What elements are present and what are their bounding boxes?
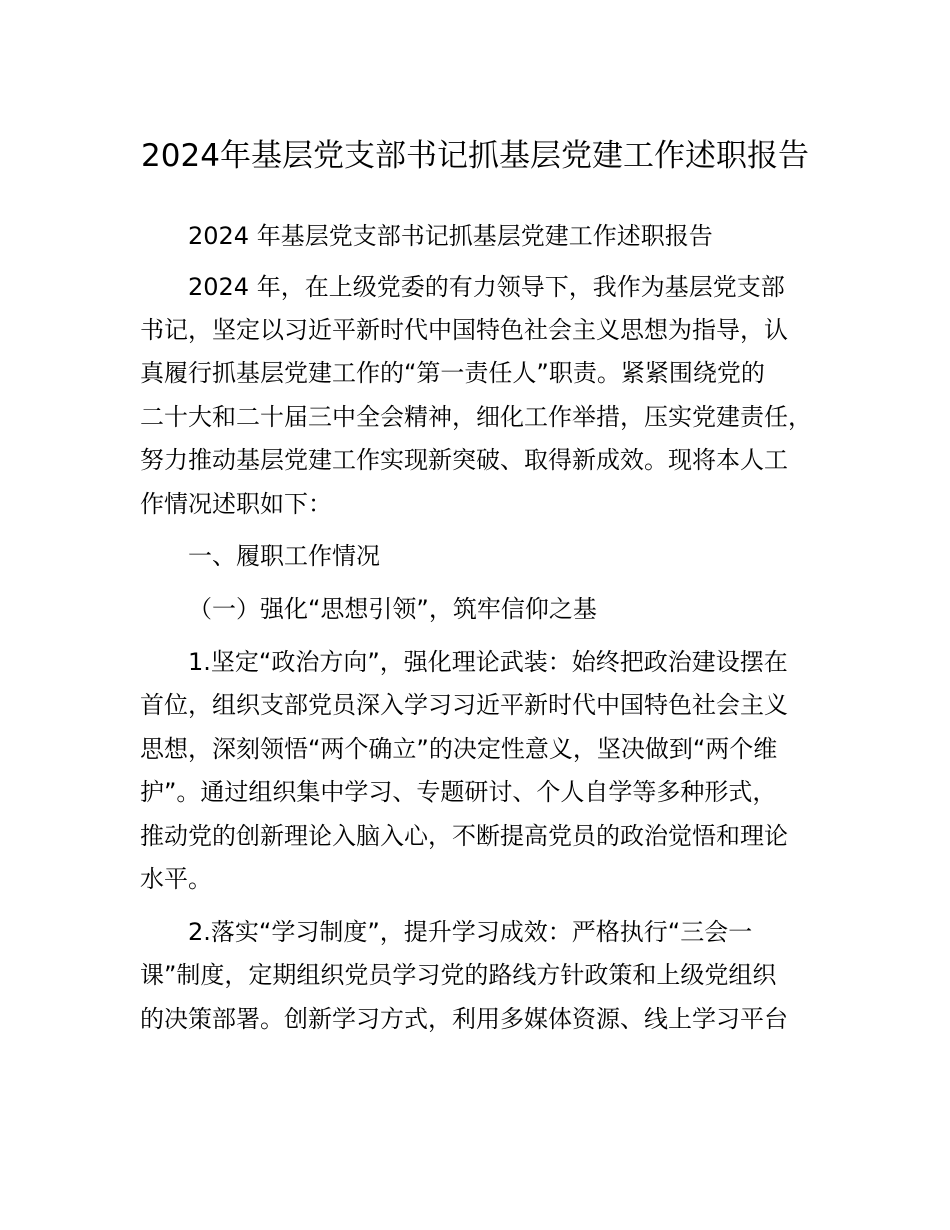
paragraph-line: 真履行抓基层党建工作的“第一责任人”职责。紧紧围绕党的 [140, 359, 765, 387]
paragraph-line: 努力推动基层党建工作实现新突破、取得新成效。现将本人工 [140, 446, 788, 474]
paragraph-line: 二十大和二十届三中全会精神，细化工作举措，压实党建责任， [140, 403, 812, 431]
paragraph-line: 护”。通过组织集中学习、专题研讨、个人自学等多种形式， [140, 778, 777, 806]
paragraph-line: 1.坚定“政治方向”，强化理论武装：始终把政治建设摆在 [188, 648, 788, 676]
paragraph-line: 水平。 [140, 865, 212, 893]
paragraph-line: 思想，深刻领悟“两个确立”的决定性意义，坚决做到“两个维 [140, 735, 778, 763]
subsection-heading: （一）强化“思想引领”，筑牢信仰之基 [188, 595, 597, 623]
subtitle-line: 2024 年基层党支部书记抓基层党建工作述职报告 [188, 222, 713, 250]
paragraph-line: 书记，坚定以习近平新时代中国特色社会主义思想为指导，认 [140, 316, 788, 344]
section-heading: 一、履职工作情况 [188, 542, 380, 570]
paragraph-line: 作情况述职如下： [140, 490, 332, 518]
paragraph-line: 的决策部署。创新学习方式，利用多媒体资源、线上学习平台 [140, 1005, 788, 1033]
paragraph-line: 2024 年，在上级党委的有力领导下，我作为基层党支部 [188, 273, 785, 301]
paragraph-line: 首位，组织支部党员深入学习习近平新时代中国特色社会主义 [140, 691, 788, 719]
paragraph-line: 2.落实“学习制度”，提升学习成效：严格执行“三会一 [188, 918, 753, 946]
paragraph-line: 课”制度，定期组织党员学习党的路线方针政策和上级党组织 [140, 961, 777, 989]
paragraph-line: 推动党的创新理论入脑入心，不断提高党员的政治觉悟和理论 [140, 822, 788, 850]
document-title: 2024年基层党支部书记抓基层党建工作述职报告 [141, 137, 809, 174]
